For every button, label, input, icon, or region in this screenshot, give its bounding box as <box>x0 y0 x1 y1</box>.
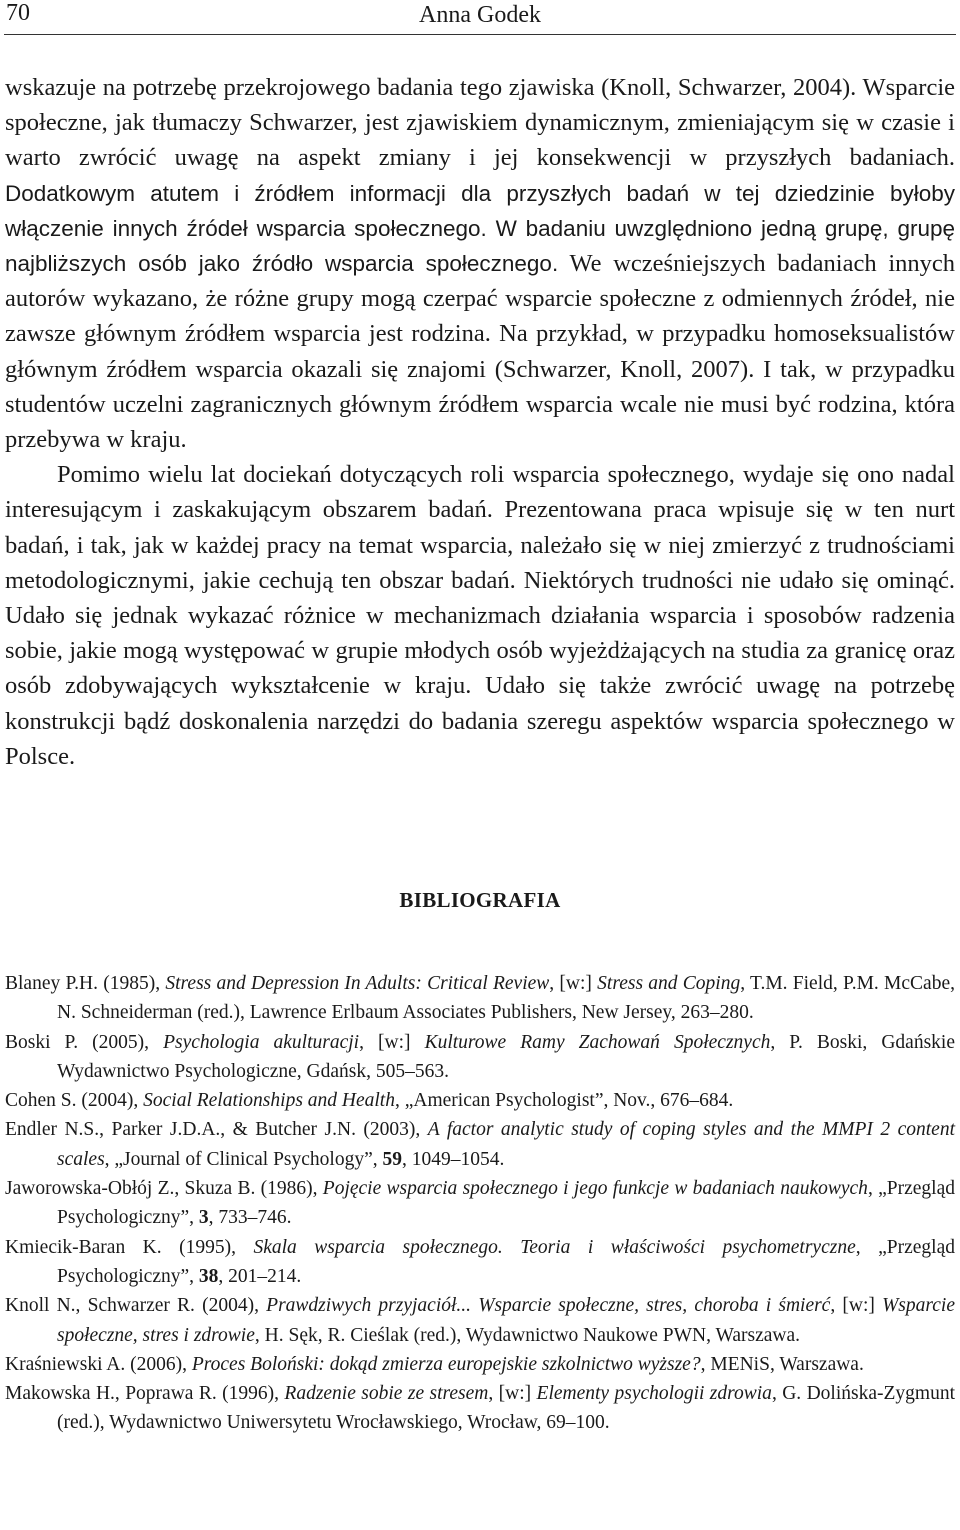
sentence: wskazuje na potrzebę przekrojowego badania tego zjawiska (Knoll, Schwarzer, 2004). Wsparcie społeczne, jak tłumaczy Schwarzer, jest zjawiskiem dynamicznym, zmieniającym się w czasie i warto zwrócić uwagę na aspekt zmiany i jej konsekwencji w przyszłych badaniach. <box>5 74 955 172</box>
sentence: Dodatkowym atutem i źródłem informacji dla przyszłych badań w tej dziedzinie byłoby włączenie innych źródeł wsparcia społecznego. W badaniu uwzględniono jedną grupę, grupę najbliższych osób jako źródło wsparcia społecznego. <box>5 180 955 277</box>
bibliography-entry: Kmiecik-Baran K. (1995), Skala wsparcia społecznego. Teoria i właściwości psychometryczne, „Przegląd Psychologiczny”, 38, 201–214. <box>5 1236 955 1287</box>
bibliography-heading: BIBLIOGRAFIA <box>399 888 561 912</box>
running-head: Anna Godek <box>419 2 541 28</box>
bibliography-entry: Blaney P.H. (1985), Stress and Depression In Adults: Critical Review, [w:] Stress and Coping, T.M. Field, P.M. McCabe, N. Schneiderman (red.), Lawrence Erlbaum Associates Publishers, New Jersey, 263–280. <box>5 973 955 1024</box>
bibliography-entry: Boski P. (2005), Psychologia akulturacji, [w:] Kulturowe Ramy Zachowań Społecznych, P. Boski, Gdańskie Wydawnictwo Psychologiczne, Gdańsk, 505–563. <box>5 1031 955 1082</box>
bibliography-list <box>5 969 955 1438</box>
sentence: We wcześniejszych badaniach innych autorów wykazano, że różne grupy mogą czerpać wsparcie społeczne z odmiennych źródeł, nie zawsze głównym źródłem wsparcia jest rodzina. Na przykład, w przypadku homoseksualistów głównym źródłem wsparcia okazali się znajomi (Schwarzer, Knoll, 2007). I tak, w przypadku studentów uczelni zagranicznych głównym źródłem wsparcia wcale nie musi być rodzina, która przebywa w kraju. <box>5 250 956 454</box>
bibliography-entry: Kraśniewski A. (2006), Proces Boloński: dokąd zmierza europejskie szkolnictwo wyższe?, MENiS, Warszawa. <box>5 1353 864 1375</box>
bibliography-entry: Knoll N., Schwarzer R. (2004), Prawdziwych przyjaciół... Wsparcie społeczne, stres, choroba i śmierć, [w:] Wsparcie społeczne, stres i zdrowie, H. Sęk, R. Cieślak (red.), Wydawnictwo Naukowe PWN, Warszawa. <box>5 1295 955 1346</box>
page-header <box>4 0 956 35</box>
paragraph: Pomimo wielu lat dociekań dotyczących roli wsparcia społecznego, wydaje się ono nadal interesującym i zaskakującym obszarem badań. Prezentowana praca wpisuje się w ten nurt badań, i tak, jak w każdej pracy na temat wsparcia, należało się w niej zmierzyć z trudnościami metodologicznymi, jakie cechują ten obszar badań. Niektórych trudności nie udało się ominąć. Udało się jednak wykazać różnice w mechanizmach działania wsparcia i sposobów radzenia sobie, jakie mogą występować w grupie młodych osób wyjeżdżających na studia za granicę oraz osób zdobywających wykształcenie w kraju. Udało się także zwrócić uwagę na potrzebę konstrukcji bądź doskonalenia narzędzi do badania szeregu aspektów wsparcia społecznego w Polsce. <box>5 461 955 770</box>
bibliography-entry: Makowska H., Poprawa R. (1996), Radzenie sobie ze stresem, [w:] Elementy psychologii zdrowia, G. Dolińska-Zygmunt (red.), Wydawnictwo Uniwersytetu Wrocławskiego, Wrocław, 69–100. <box>5 1383 955 1434</box>
body-text <box>5 70 955 774</box>
paragraph <box>5 70 955 457</box>
page-number: 70 <box>6 0 30 26</box>
bibliography-entry: Jaworowska-Obłój Z., Skuza B. (1986), Pojęcie wsparcia społecznego i jego funkcje w badaniach naukowych, „Przegląd Psychologiczny”, 3, 733–746. <box>5 1178 955 1229</box>
bibliography-entry: Endler N.S., Parker J.D.A., & Butcher J.N. (2003), A factor analytic study of coping styles and the MMPI 2 content scales, „Journal of Clinical Psychology”, 59, 1049–1054. <box>5 1119 955 1170</box>
bibliography-entry: Cohen S. (2004), Social Relationships and Health, „American Psychologist”, Nov., 676–684. <box>5 1090 734 1112</box>
